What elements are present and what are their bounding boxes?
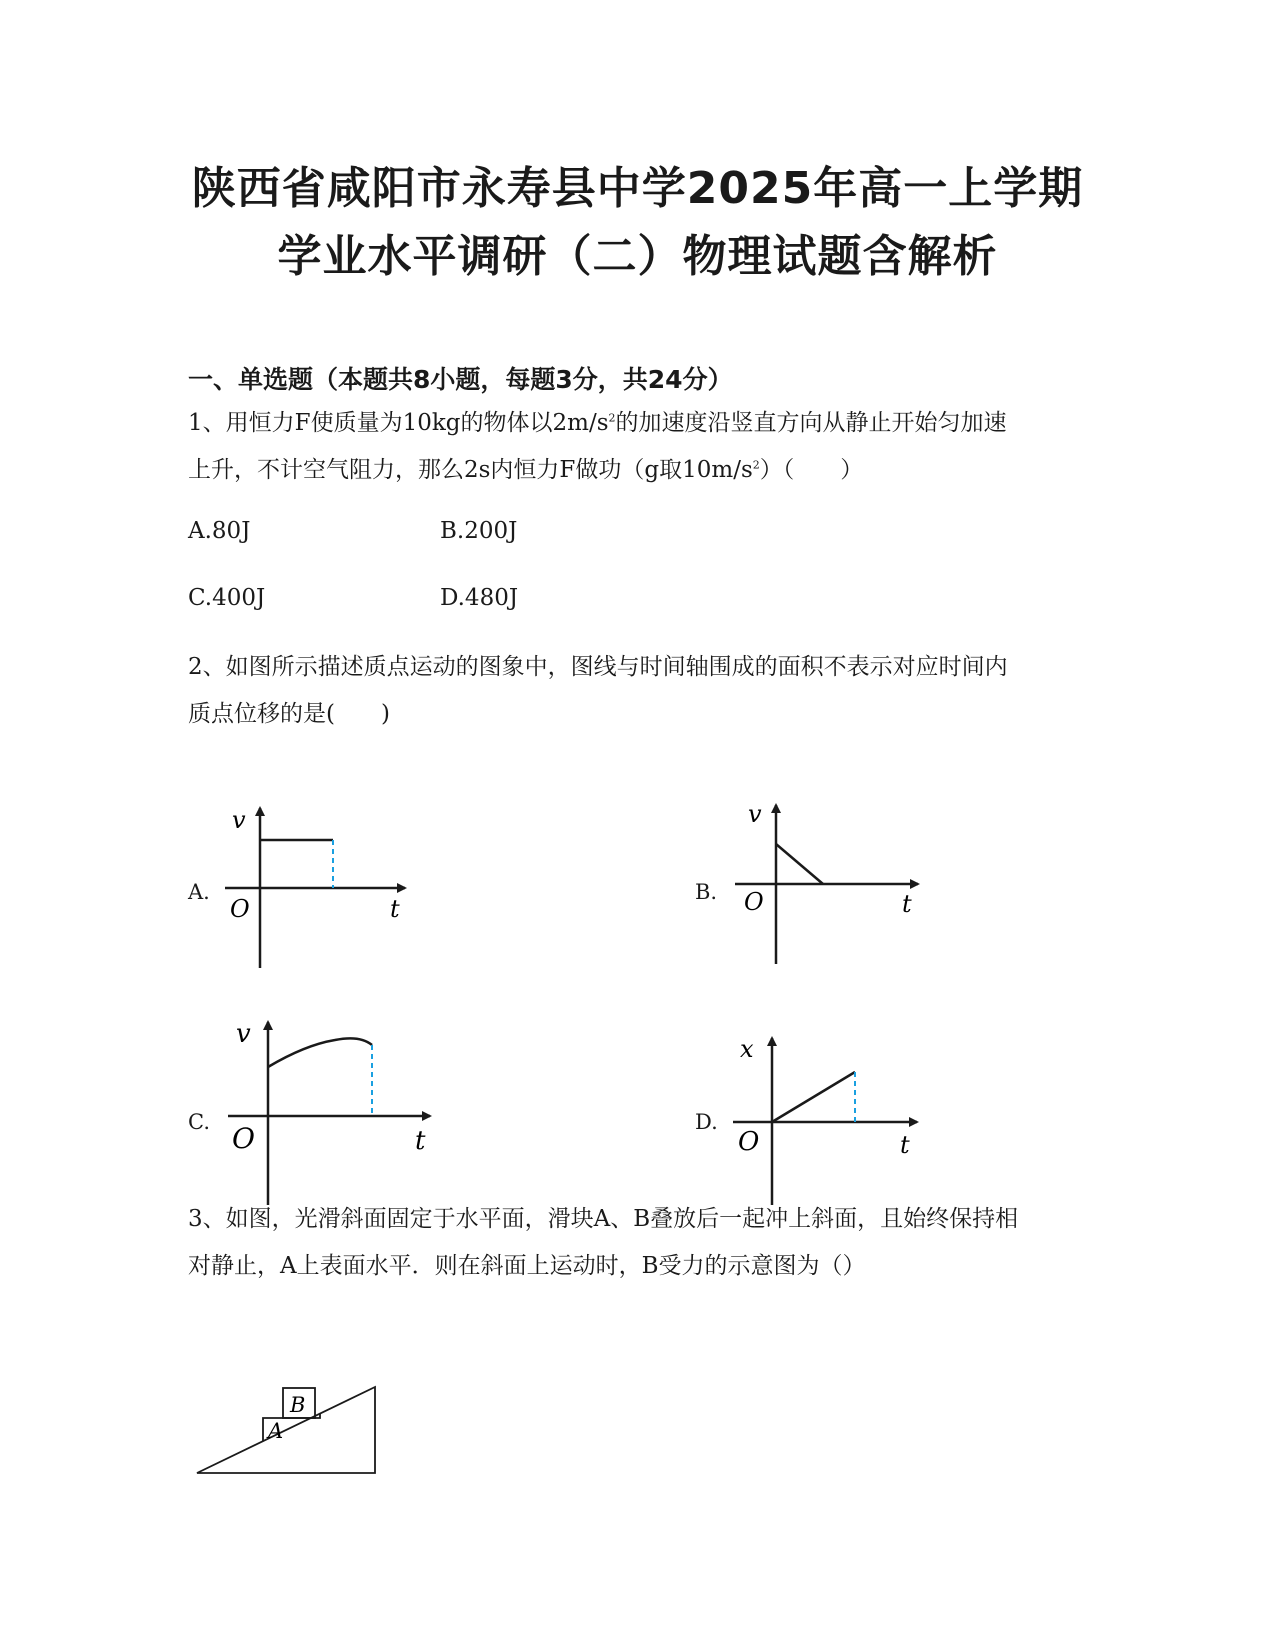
incline-slope	[197, 1387, 375, 1473]
graph-d-line	[772, 1072, 855, 1122]
incline-figure	[185, 1345, 385, 1480]
graph-b	[730, 800, 930, 970]
graph-b-line	[776, 844, 823, 884]
graph-c-xlabel: t	[415, 1126, 426, 1156]
q2-line-2: 质点位移的是( )	[188, 701, 390, 727]
document-title-line-2: 学业水平调研（二）物理试题含解析	[277, 231, 998, 282]
graph-a-ylabel: v	[232, 806, 246, 834]
q2-line-1: 2、如图所示描述质点运动的图象中，图线与时间轴围成的面积不表示对应时间内	[188, 654, 1008, 680]
graph-d-xlabel: t	[900, 1131, 910, 1159]
document-title-line-1: 陕西省咸阳市永寿县中学2025年高一上学期	[191, 163, 1084, 214]
graph-a	[220, 800, 420, 975]
graph-c	[225, 1015, 445, 1210]
graph-b-ylabel: v	[748, 800, 762, 828]
graph-d-label: D.	[695, 1110, 718, 1134]
q1-option-d: D.480J	[440, 585, 519, 611]
q3-line-1: 3、如图，光滑斜面固定于水平面，滑块A、B叠放后一起冲上斜面，且始终保持相	[188, 1206, 1019, 1232]
graph-d-ylabel: x	[740, 1035, 754, 1063]
q3-line-2: 对静止，A上表面水平．则在斜面上运动时，B受力的示意图为（）	[188, 1253, 866, 1279]
q1-option-b: B.200J	[440, 518, 518, 544]
q1-option-c: C.400J	[188, 585, 266, 611]
q1-line-1: 1、用恒力F使质量为10kg的物体以$2m/s^2$的加速度沿竖直方向从静止开始匀加速	[188, 410, 1007, 436]
q1-line-2: 上升，不计空气阻力，那么2s内恒力F做功（g取$10m/s^2$）（ ）	[188, 457, 864, 483]
graph-b-label: B.	[695, 880, 718, 904]
graph-c-curve	[268, 1038, 372, 1067]
block-a-label: A	[268, 1419, 284, 1443]
graph-a-xlabel: t	[390, 895, 400, 923]
block-b-label: B	[290, 1393, 306, 1417]
graph-b-origin: O	[744, 888, 764, 916]
graph-d-origin: O	[738, 1127, 760, 1157]
graph-c-ylabel: v	[236, 1019, 251, 1049]
graph-a-label: A.	[188, 880, 210, 904]
graph-b-xlabel: t	[902, 890, 912, 918]
graph-c-origin: O	[232, 1122, 255, 1155]
graph-a-origin: O	[230, 895, 250, 923]
graph-d	[730, 1030, 930, 1210]
graph-c-label: C.	[188, 1110, 210, 1134]
q1-option-a: A.80J	[188, 518, 251, 544]
section-heading: 一、单选题（本题共8小题，每题3分，共24分）	[188, 365, 733, 394]
